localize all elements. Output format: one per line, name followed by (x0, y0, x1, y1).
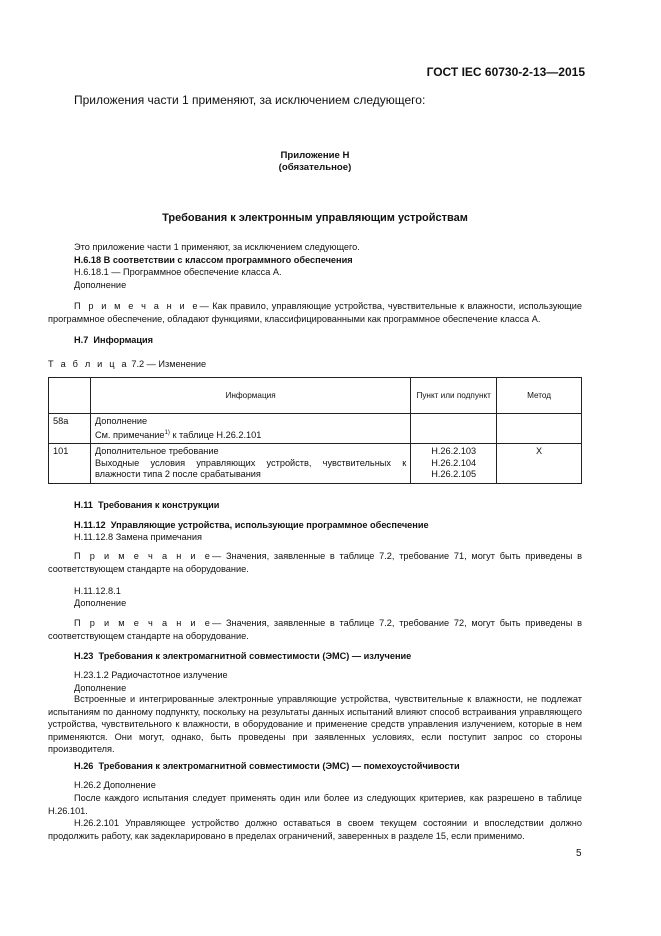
table-caption-label: Т а б л и ц а (48, 359, 129, 369)
table-row (49, 444, 582, 484)
clause-h23-1-2: H.23.1.2 Радиочастотное излучение (74, 670, 228, 680)
clause-ref: Н.26.2.104 (431, 457, 477, 468)
header-cell: Пункт или подпункт (411, 378, 497, 414)
note-text: — Значения, заявленные в таблице 7.2, требование 71, могут быть приведены в соответствующем стандарте на оборудование. (48, 551, 582, 574)
emc-paragraph: Встроенные и интегрированные электронные управляющие устройства, чувствительные к влажности, не подлежат испытаниям по данному подпункту, поскольку на результаты данных испытаний влияют способ встраивания управляющего устройства, чувствительного к влажности, в оборудование и применение средств управления излучением, которые в нем применяются. Они могут, однако, быть проведены при заявленных условиях, если поступит запрос со стороны производителя. (48, 694, 582, 754)
section-intro: Это приложение части 1 применяют, за исключением следующего. (74, 242, 360, 252)
annex-heading: Требования к электронным управляющим устройствам (162, 212, 468, 224)
info-text: См. примечание (94, 429, 165, 440)
header-cell: Метод (497, 378, 582, 414)
table-header-row (49, 378, 582, 414)
addition-label: Дополнение (74, 280, 127, 290)
info-line: Дополнительное требование (94, 446, 219, 457)
note-text: — Значения, заявленные в таблице 7.2, требование 72, могут быть приведены в соответствующем стандарте на оборудование. (48, 618, 582, 641)
note-block-1 (48, 300, 582, 325)
section-num: H.23 (74, 651, 94, 661)
section-title: Требования к электромагнитной совместимости (ЭМС) — излучение (98, 651, 412, 661)
section-num: H.11 (74, 500, 93, 510)
clause-ref: Н.26.2.103 (431, 446, 477, 457)
section-h23 (74, 650, 411, 663)
section-num: H.7 (74, 335, 89, 345)
section-num: H.6.18 (74, 255, 102, 265)
table-caption (48, 358, 206, 371)
clause-h11-12-8: H.11.12.8 Замена примечания (74, 532, 202, 542)
header-cell: Информация (90, 378, 410, 414)
change-table (48, 377, 582, 484)
section-title: Требования к электромагнитной совместимости (ЭМС) — помехоустойчивости (98, 761, 460, 771)
section-title: Информация (93, 335, 154, 345)
section-title: Требования к конструкции (98, 500, 220, 510)
note-text: — Как правило, управляющие устройства, чувствительные к влажности, использующие программное обеспечение, обладают функциями, классифицированными как программное обеспечение класса А. (48, 301, 582, 324)
clause-h6-18-1: H.6.18.1 — Программное обеспечение класса А. (74, 267, 282, 277)
section-num: H.11.12 (74, 520, 106, 530)
section-h6-18 (74, 254, 353, 267)
note-block-3 (48, 617, 582, 642)
info-line (95, 428, 406, 442)
document-header: ГОСТ IEC 60730-2-13—2015 (426, 65, 585, 79)
clause-h11-12-8-1: H.11.12.8.1 (74, 586, 121, 596)
info-cell (90, 414, 410, 444)
section-h11-12 (74, 519, 429, 532)
note-label: П р и м е ч а н и е (74, 301, 200, 311)
clause-h26-2: H.26.2 Дополнение (74, 780, 156, 790)
section-h11 (74, 499, 219, 512)
info-text: к таблице Н.26.2.101 (169, 429, 262, 440)
table-caption-text: 7.2 — Изменение (131, 359, 207, 369)
info-line: Дополнение (94, 416, 148, 426)
section-h26 (74, 760, 460, 773)
info-cell (90, 444, 410, 484)
section-num: H.26 (74, 761, 94, 771)
clause-ref: Н.26.2.105 (431, 469, 477, 480)
annex-title: Приложение Н (280, 150, 350, 161)
addition-label: Дополнение (74, 598, 127, 608)
addition-label: Дополнение (74, 683, 127, 693)
note-block-2 (48, 550, 582, 575)
clause-cell (411, 414, 497, 444)
row-number: 101 (49, 444, 91, 484)
row-number: 58а (49, 414, 91, 444)
info-line: Выходные условия управляющих устройств, чувствительных к влажности типа 2 после срабатывания (94, 457, 407, 480)
section-h7 (74, 334, 153, 347)
footnote-ref: 1) (164, 429, 170, 436)
h26-2-101-paragraph: Н.26.2.101 Управляющее устройство должно оставаться в своем текущем состоянии и впоследствии должно продолжить работу, как задекларировано в пределах ограничений, заверенных в разделе 15, если применимо. (48, 818, 582, 841)
clause-cell (411, 444, 497, 484)
page-number: 5 (576, 848, 582, 859)
intro-text: Приложения части 1 применяют, за исключением следующего: (74, 93, 426, 107)
section-title: В соответствии с классом программного обеспечения (103, 255, 353, 265)
section-title: Управляющие устройства, использующие программное обеспечение (110, 520, 429, 530)
note-label: П р и м е ч а н и е (74, 551, 213, 561)
header-cell (49, 378, 91, 414)
table-row (49, 414, 582, 444)
h26-2-paragraph: После каждого испытания следует применять один или более из следующих критериев, как разрешено в таблице Н.26.101. (48, 793, 582, 816)
annex-status: (обязательное) (278, 162, 352, 173)
method-cell (497, 414, 582, 444)
method-cell: X (497, 444, 582, 484)
note-label: П р и м е ч а н и е (74, 618, 213, 628)
